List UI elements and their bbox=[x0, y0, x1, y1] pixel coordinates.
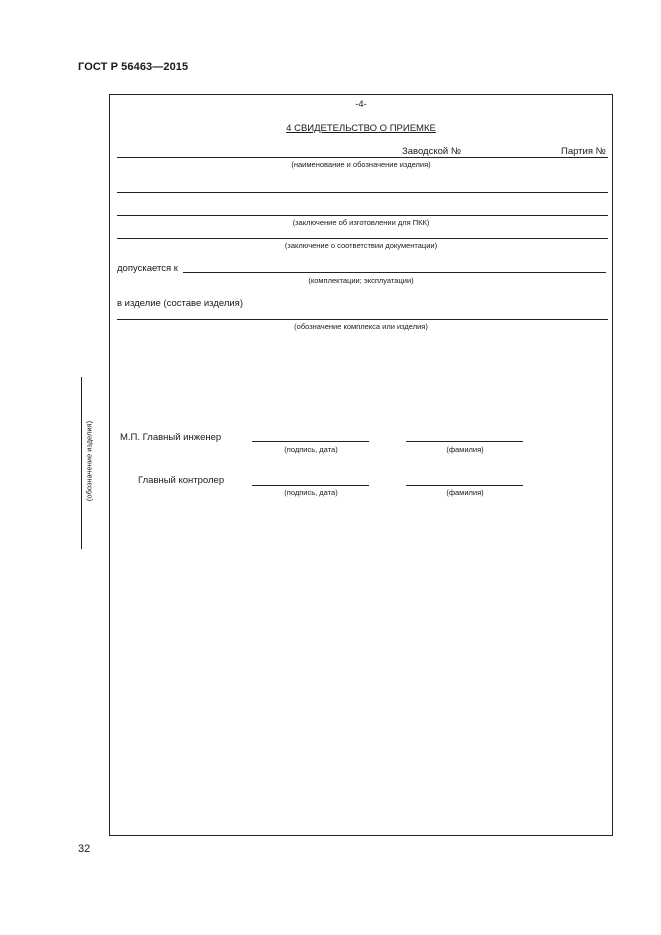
side-caption: (обозначение изделия) bbox=[84, 420, 94, 502]
into-product-label: в изделие (составе изделия) bbox=[117, 298, 243, 309]
caption-completion: (комплектации; эксплуатации) bbox=[308, 276, 414, 285]
chief-inspector-surname-line[interactable] bbox=[406, 485, 523, 486]
blank-line-1[interactable] bbox=[117, 192, 608, 193]
caption-signature-1: (подпись, дата) bbox=[284, 445, 338, 454]
chief-engineer-label: М.П. Главный инженер bbox=[120, 432, 222, 443]
chief-inspector-signature-line[interactable] bbox=[252, 485, 369, 486]
batch-number-label: Партия № bbox=[561, 146, 606, 157]
caption-documentation: (заключение о соответствии документации) bbox=[284, 241, 438, 250]
page-number: 32 bbox=[78, 843, 91, 855]
form-title: 4 СВИДЕТЕЛЬСТВО О ПРИЕМКЕ bbox=[286, 123, 436, 134]
caption-surname-2: (фамилия) bbox=[446, 488, 484, 497]
caption-manufacturing: (заключение об изготовлении для ПКК) bbox=[292, 218, 430, 227]
caption-signature-2: (подпись, дата) bbox=[284, 488, 338, 497]
form-frame bbox=[109, 94, 613, 836]
complex-line[interactable] bbox=[117, 319, 608, 320]
manufacturing-line[interactable] bbox=[117, 215, 608, 216]
side-binding-line bbox=[81, 377, 82, 549]
document-header: ГОСТ Р 56463—2015 bbox=[78, 61, 189, 73]
documentation-line[interactable] bbox=[117, 238, 608, 239]
caption-surname-1: (фамилия) bbox=[446, 445, 484, 454]
caption-complex: (обозначение комплекса или изделия) bbox=[294, 322, 428, 331]
sheet-number: -4- bbox=[355, 99, 367, 110]
chief-inspector-label: Главный контролер bbox=[138, 475, 225, 486]
chief-engineer-surname-line[interactable] bbox=[406, 441, 523, 442]
caption-product-name: (наименование и обозначение изделия) bbox=[291, 160, 431, 169]
admitted-line[interactable] bbox=[183, 272, 606, 273]
product-name-line[interactable] bbox=[117, 157, 608, 158]
admitted-label: допускается к bbox=[117, 263, 178, 274]
chief-engineer-signature-line[interactable] bbox=[252, 441, 369, 442]
factory-number-label: Заводской № bbox=[402, 146, 462, 157]
